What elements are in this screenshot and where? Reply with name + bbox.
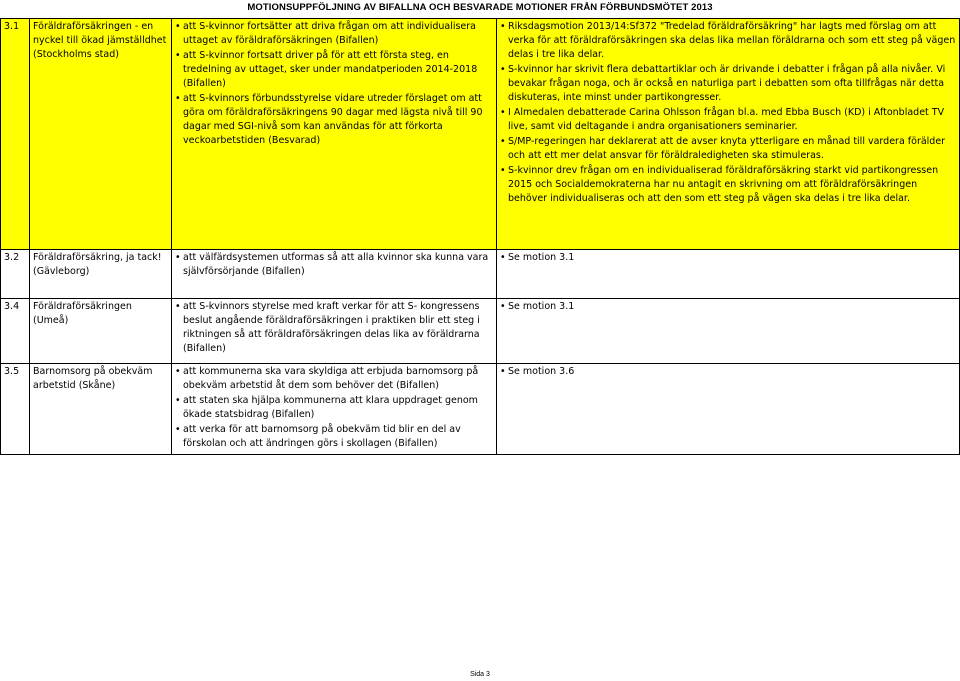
followup-item: • S/MP-regeringen har deklarerat att de avser knyta ytterligare en månad till vardera förälder och att ett mer delat ansvar för föräldraledigheten ska stimuleras.: [500, 135, 956, 163]
motion-number: 3.5: [1, 364, 30, 455]
decisions-cell: [172, 299, 497, 364]
followup-list: [500, 251, 956, 265]
decision-item: • att S-kvinnor fortsatt driver på för att ett första steg, en tredelning av uttaget, sker under mandatperioden 2014-2018 (Bifallen): [175, 49, 493, 91]
decision-item: • att S-kvinnors förbundsstyrelse vidare utreder förslaget om att göra om föräldraförsäkringens 90 dagar med lägsta nivå till 90 dagar med SGI-nivå som kan användas för att förkorta veckoarbetstiden (Besvarad): [175, 92, 493, 148]
decision-item: • att kommunerna ska vara skyldiga att erbjuda barnomsorg på obekväm arbetstid åt dem som behöver det (Bifallen): [175, 365, 493, 393]
followup-cell: [497, 19, 960, 250]
motion-title: [30, 364, 172, 455]
decisions-cell: [172, 250, 497, 299]
decision-item: • att staten ska hjälpa kommunerna att klara uppdraget genom ökade statsbidrag (Bifallen): [175, 394, 493, 422]
decision-list: [175, 300, 493, 356]
followup-list: [500, 365, 956, 379]
table-row: [1, 299, 960, 364]
followup-cell: [497, 250, 960, 299]
followup-list: [500, 300, 956, 314]
followup-item: • I Almedalen debatterade Carina Ohlsson frågan bl.a. med Ebba Busch (KD) i Aftonbladet TV live, samt vid deltagande i andra organisationers seminarier.: [500, 106, 956, 134]
decision-item: • att S-kvinnors styrelse med kraft verkar för att S- kongressens beslut angående föräldraförsäkringen i praktiken blir ett steg i riktningen så att föräldraförsäkringen delas lika av föräldrarna (Bifallen): [175, 300, 493, 356]
followup-item: • Se motion 3.1: [500, 251, 956, 265]
decision-list: [175, 365, 493, 451]
motion-table: [0, 18, 960, 455]
decision-item: • att S-kvinnor fortsätter att driva frågan om att individualisera uttaget av föräldraförsäkringen (Bifallen): [175, 20, 493, 48]
motion-number: 3.1: [1, 19, 30, 250]
page-number: Sida 3: [470, 671, 490, 678]
table-row: [1, 19, 960, 250]
motion-title-text: Barnomsorg på obekväm arbetstid (Skåne): [33, 366, 153, 391]
table-row: [1, 250, 960, 299]
followup-list: [500, 20, 956, 206]
table-row: [1, 364, 960, 455]
motion-title: [30, 299, 172, 364]
decisions-cell: [172, 364, 497, 455]
motion-number: 3.2: [1, 250, 30, 299]
followup-item: • Se motion 3.6: [500, 365, 956, 379]
decision-item: • att verka för att barnomsorg på obekväm tid blir en del av förskolan och att ändringen görs i skollagen (Bifallen): [175, 423, 493, 451]
motion-title: [30, 250, 172, 299]
page-header: MOTIONSUPPFÖLJNING AV BIFALLNA OCH BESVARADE MOTIONER FRÅN FÖRBUNDSMÖTET 2013: [247, 2, 713, 13]
followup-item: • S-kvinnor drev frågan om en individualiserad föräldraförsäkring starkt vid partikongressen 2015 och Socialdemokraterna har nu antagit en skrivning om att föräldraförsäkringen behöver individualiseras och att den som ett steg på vägen ska delas i tre lika delar.: [500, 164, 956, 206]
followup-cell: [497, 299, 960, 364]
decision-list: [175, 20, 493, 148]
decisions-cell: [172, 19, 497, 250]
followup-cell: [497, 364, 960, 455]
motion-title-text: Föräldraförsäkring, ja tack! (Gävleborg): [33, 252, 162, 277]
motion-title-text: Föräldraförsäkringen (Umeå): [33, 301, 132, 326]
followup-item: • Riksdagsmotion 2013/14:Sf372 "Tredelad föräldraförsäkring" har lagts med förslag om att verka för att föräldraförsäkringen ska delas lika mellan föräldrarna och som ett steg på vägen delas i tre lika delar.: [500, 20, 956, 62]
decision-item: • att välfärdsystemen utformas så att alla kvinnor ska kunna vara självförsörjande (Bifallen): [175, 251, 493, 279]
motion-number: 3.4: [1, 299, 30, 364]
decision-list: [175, 251, 493, 279]
motion-title: [30, 19, 172, 250]
followup-item: • S-kvinnor har skrivit flera debattartiklar och är drivande i debatter i frågan på alla nivåer. Vi bevakar frågan noga, och är också en naturliga part i debatten som ofta tillfrågas när detta diskuteras, inte minst under partikongresser.: [500, 63, 956, 105]
motion-title-text: Föräldraförsäkringen - en nyckel till ökad jämställdhet (Stockholms stad): [33, 21, 167, 60]
followup-item: • Se motion 3.1: [500, 300, 956, 314]
